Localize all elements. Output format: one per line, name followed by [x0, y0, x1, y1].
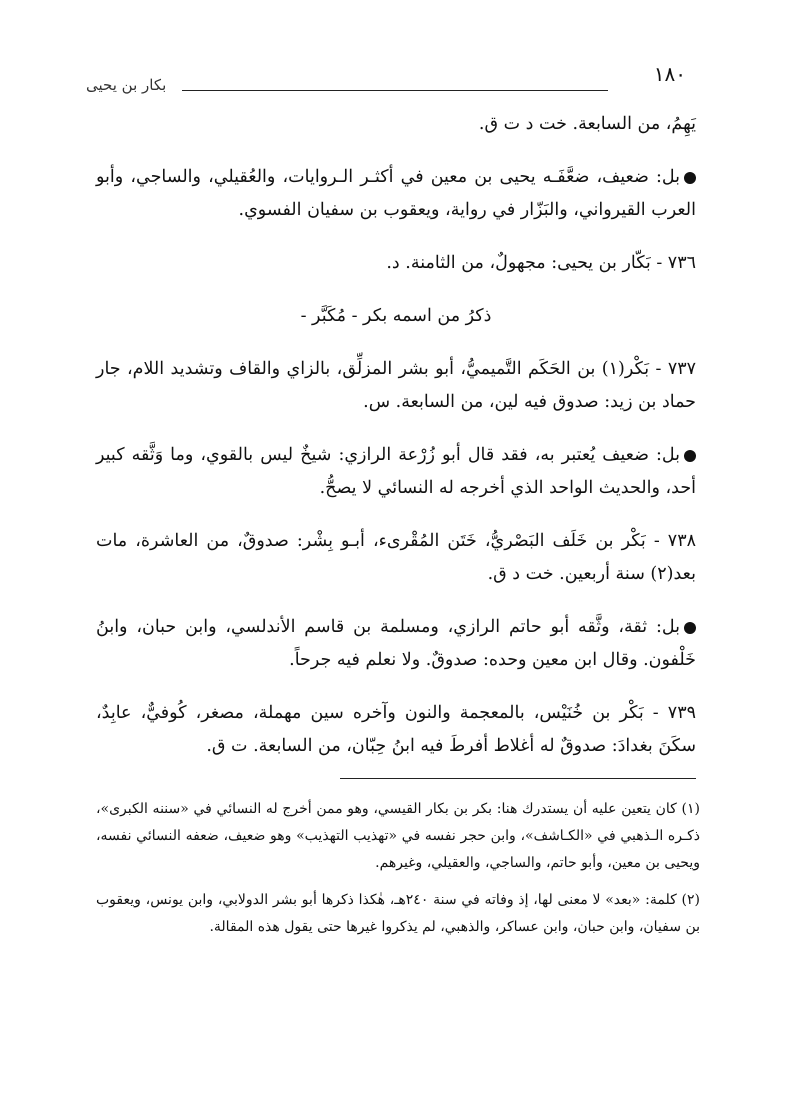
header-rule [182, 90, 608, 91]
paragraph-2 [96, 161, 696, 227]
page-number: ١٨٠ [653, 62, 686, 86]
footnote-2: (٢) كلمة: «بعد» لا معنى لها، إذ وفاته في سنة ٢٤٠هـ، هٰكذا ذكرها أبو بشر الدولابي، وابن يونس، ويعقوب بن سفيان، وابن حبان، وابن عساكر، والذهبي، لم يذكروا غيرها حتى يقول هذه المقالة. [96, 892, 700, 935]
bullet-icon [684, 172, 696, 184]
paragraph-7 [96, 611, 696, 677]
paragraph-7-text: بل: ثقة، وثَّقه أبو حاتم الرازي، ومسلمة بن قاسم الأندلسي، وابن حبان، وابنُ خَلْفون. وقال ابن معين وحده: صدوقٌ. ولا نعلم فيه جرحاً. [96, 617, 696, 670]
entry-737: ٧٣٧ - بَكْر(١) بن الحَكَم التَّميميُّ، أبو بشر المزلِّق، بالزاي والقاف وتشديد اللام، جار حماد بن زيد: صدوق فيه لين، من السابعة. س. [96, 359, 697, 412]
running-title: بكار بن يحيى [86, 76, 167, 94]
footnotes [96, 796, 700, 951]
paragraph-5-text: بل: ضعيف يُعتبر به، فقد قال أبو زُرْعة الرازي: شيخٌ ليس بالقوي، وما وَثَّقه كبير أحد، والحديث الواحد الذي أخرجه له النسائي لا يصحُّ. [96, 445, 696, 498]
main-text [96, 108, 696, 783]
footnote-rule [340, 778, 696, 779]
entry-739: ٧٣٩ - بَكْر بن خُنَيْس، بالمعجمة والنون وآخره سين مهملة، مصغر، كُوفيٌّ، عابِدٌ، سكَنَ بغدادَ: صدوقٌ له أغلاط أفرطَ فيه ابنُ حِبّان، من السابعة. ت ق. [96, 703, 696, 756]
paragraph-1: يَهِمُ، من السابعة. خت د ت ق. [478, 114, 696, 134]
footnote-1: (١) كان يتعين عليه أن يستدرك هنا: بكر بن بكار القيسي، وهو ممن أخرج له النسائي في «سننه الكبرى»، ذكـره الـذهبي في «الكـاشف»، وابن حجر نفسه في «تهذيب التهذيب» وهو ضعيف، ضعفه النسائي نفسه، ويحيى بن معين، وأبو حاتم، والساجي، والعقيلي، وغيرهم. [96, 801, 700, 871]
paragraph-5 [96, 439, 696, 505]
entry-736: ٧٣٦ - بَكّار بن يحيى: مجهولٌ، من الثامنة. د. [386, 253, 696, 273]
bullet-icon [684, 622, 696, 634]
paragraph-2-text: بل: ضعيف، ضعَّفَـه يحيى بن معين في أكثـر الـروايات، والعُقيلي، والساجي، وأبو العرب القيرواني، والبَزّار في رواية، ويعقوب بن سفيان الفسوي. [96, 167, 696, 220]
entry-738: ٧٣٨ - بَكْر بن خَلَف البَصْريُّ، خَتَن المُقْرىء، أبـو بِشْر: صدوقٌ، من العاشرة، مات بعد(٢) سنة أربعين. خت د ق. [96, 531, 696, 584]
page-header [86, 62, 686, 102]
section-heading: ذكرُ من اسمه بكر - مُكَبَّر - [300, 306, 492, 326]
bullet-icon [684, 450, 696, 462]
